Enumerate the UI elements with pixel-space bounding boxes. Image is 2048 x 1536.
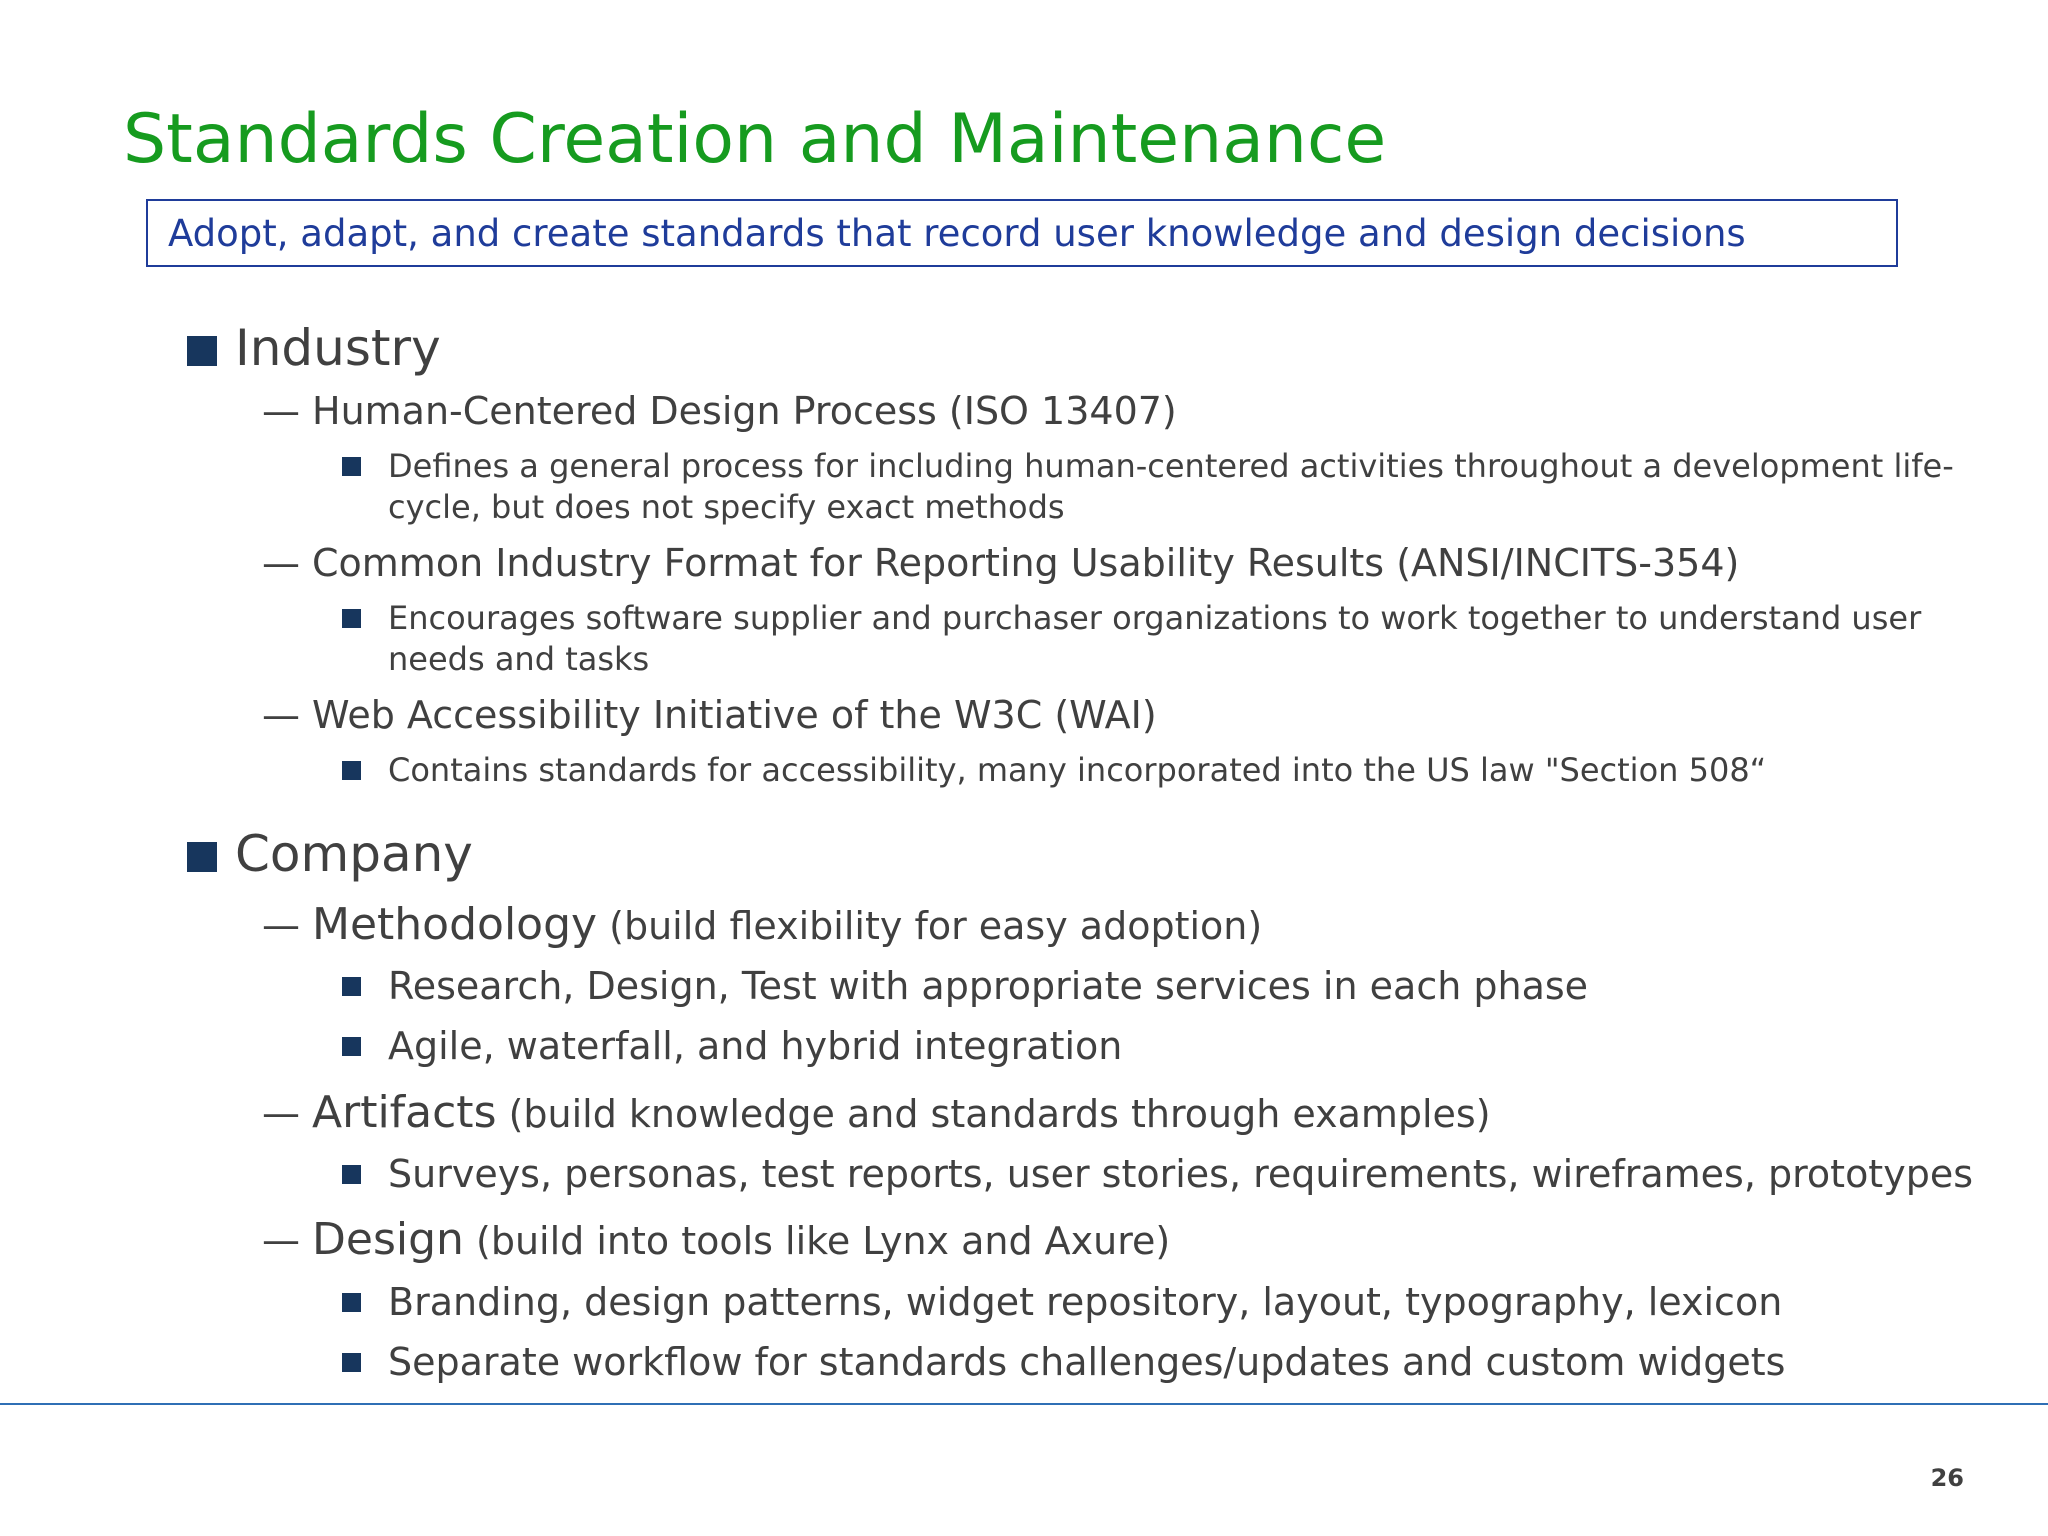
subitem-label: [312, 899, 1263, 950]
square-bullet-icon: [342, 609, 361, 628]
slide-title: Standards Creation and Maintenance: [123, 100, 1387, 179]
dash-bullet-icon: —: [262, 903, 300, 947]
subtitle-text: Adopt, adapt, and create standards that record user knowledge and design decisions: [168, 212, 1746, 255]
dash-bullet-icon: —: [262, 1218, 300, 1262]
subitem-label: Web Accessibility Initiative of the W3C (WAI): [312, 693, 1157, 737]
dash-bullet-icon: —: [262, 389, 300, 433]
footer-divider: [0, 1403, 2048, 1405]
dash-bullet-icon: —: [262, 693, 300, 737]
subitem-keyword: Artifacts: [312, 1087, 497, 1138]
detail-text: Surveys, personas, test reports, user stories, requirements, wireframes, prototypes: [388, 1152, 1973, 1196]
section-heading-label: Company: [235, 825, 473, 883]
subitem-note: (build into tools like Lynx and Axure): [463, 1219, 1171, 1263]
detail-text: Contains standards for accessibility, many incorporated into the US law "Section 508“: [388, 751, 1767, 789]
detail-text: Encourages software supplier and purchaser organizations to work together to understand user: [388, 599, 1922, 637]
dash-bullet-icon: —: [262, 1091, 300, 1135]
square-bullet-icon: [342, 1165, 361, 1184]
detail-text: Defines a general process for including human-centered activities throughout a development life-: [388, 447, 1954, 485]
detail-text: cycle, but does not specify exact methods: [388, 488, 1065, 526]
square-bullet-icon: [342, 457, 361, 476]
detail-text: Separate workflow for standards challenges/updates and custom widgets: [388, 1340, 1786, 1384]
square-bullet-icon: [342, 1037, 361, 1056]
subitem-note: (build knowledge and standards through examples): [496, 1092, 1491, 1136]
square-bullet-icon: [342, 977, 361, 996]
subitem-label: [312, 1214, 1171, 1265]
page-number: 26: [1930, 1464, 1964, 1492]
section-heading-label: Industry: [235, 319, 441, 377]
subitem-label: Common Industry Format for Reporting Usability Results (ANSI/INCITS-354): [312, 541, 1740, 585]
square-bullet-icon: [187, 336, 217, 366]
detail-text: Branding, design patterns, widget repository, layout, typography, lexicon: [388, 1280, 1783, 1324]
detail-text: Agile, waterfall, and hybrid integration: [388, 1024, 1123, 1068]
subitem-note: (build flexibility for easy adoption): [597, 904, 1263, 948]
subitem-label: Human-Centered Design Process (ISO 13407): [312, 389, 1177, 433]
subitem-keyword: Methodology: [312, 899, 598, 950]
square-bullet-icon: [187, 842, 217, 872]
subitem-label: [312, 1087, 1491, 1138]
square-bullet-icon: [342, 761, 361, 780]
square-bullet-icon: [342, 1293, 361, 1312]
detail-text: Research, Design, Test with appropriate services in each phase: [388, 964, 1589, 1008]
subtitle-box: [146, 199, 1898, 267]
detail-text: needs and tasks: [388, 640, 650, 678]
subitem-keyword: Design: [312, 1214, 464, 1265]
dash-bullet-icon: —: [262, 541, 300, 585]
square-bullet-icon: [342, 1353, 361, 1372]
